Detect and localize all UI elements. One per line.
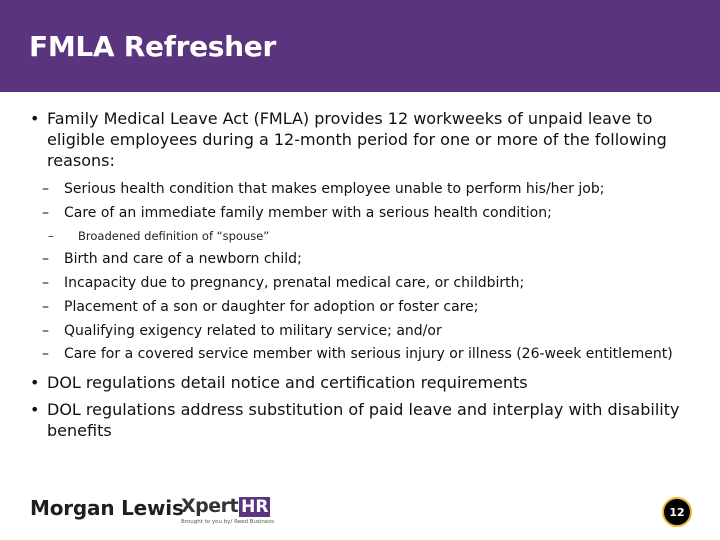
bullet-icon: • [30, 400, 40, 419]
sub-bullet-text: Placement of a son or daughter for adoption or foster care; [64, 299, 479, 315]
sub-bullet-item [30, 247, 700, 271]
dash-icon: – [42, 275, 49, 291]
bullet-icon: • [30, 109, 40, 128]
dash-icon: – [42, 299, 49, 315]
sub-bullet-item [30, 343, 700, 366]
bullet-icon: • [30, 373, 40, 392]
bullet-text: Family Medical Leave Act (FMLA) provides 12 workweeks of unpaid leave to eligible employees during a 12-month period for one or more of the following reasons: [47, 109, 667, 170]
page-number-badge: 12 [662, 497, 692, 527]
xperthr-tagline: Brought to you by/ Reed Business [181, 519, 274, 525]
bullet-item [30, 108, 700, 171]
dash-icon: – [42, 323, 49, 339]
sub-sub-bullet-item [30, 225, 700, 247]
sub-bullet-text: Birth and care of a newborn child; [64, 251, 302, 267]
sub-bullet-text: Serious health condition that makes employee unable to perform his/her job; [64, 181, 605, 197]
dash-icon: – [42, 346, 49, 362]
xperthr-logo [181, 495, 274, 525]
xpert-wordmark: Xpert [181, 495, 239, 517]
morgan-lewis-logo: Morgan Lewis [30, 496, 184, 520]
sub-sub-bullet-text: Broadened definition of “spouse” [78, 229, 270, 243]
sub-bullet-item [30, 177, 700, 201]
sub-bullet-text: Care for a covered service member with serious injury or illness (26-week entitlement) [64, 346, 673, 362]
bullet-item [30, 399, 700, 441]
dash-icon: – [42, 251, 49, 267]
title-bar [0, 0, 720, 92]
dash-icon: – [48, 229, 54, 243]
sub-bullet-item [30, 271, 700, 295]
hr-wordmark: HR [241, 497, 269, 517]
dash-icon: – [42, 205, 49, 221]
sub-bullet-text: Care of an immediate family member with a serious health condition; [64, 205, 552, 221]
dash-icon: – [42, 181, 49, 197]
bullet-text: DOL regulations address substitution of paid leave and interplay with disability benefits [47, 400, 680, 440]
sub-bullet-text: Incapacity due to pregnancy, prenatal medical care, or childbirth; [64, 275, 525, 291]
sub-bullet-item [30, 201, 700, 225]
slide-title: FMLA Refresher [29, 30, 276, 63]
sub-bullet-item [30, 295, 700, 319]
sub-bullet-text: Qualifying exigency related to military service; and/or [64, 323, 442, 339]
bullet-item [30, 372, 700, 393]
sub-bullet-item [30, 319, 700, 343]
slide-content [30, 108, 700, 447]
bullet-text: DOL regulations detail notice and certification requirements [47, 373, 528, 392]
